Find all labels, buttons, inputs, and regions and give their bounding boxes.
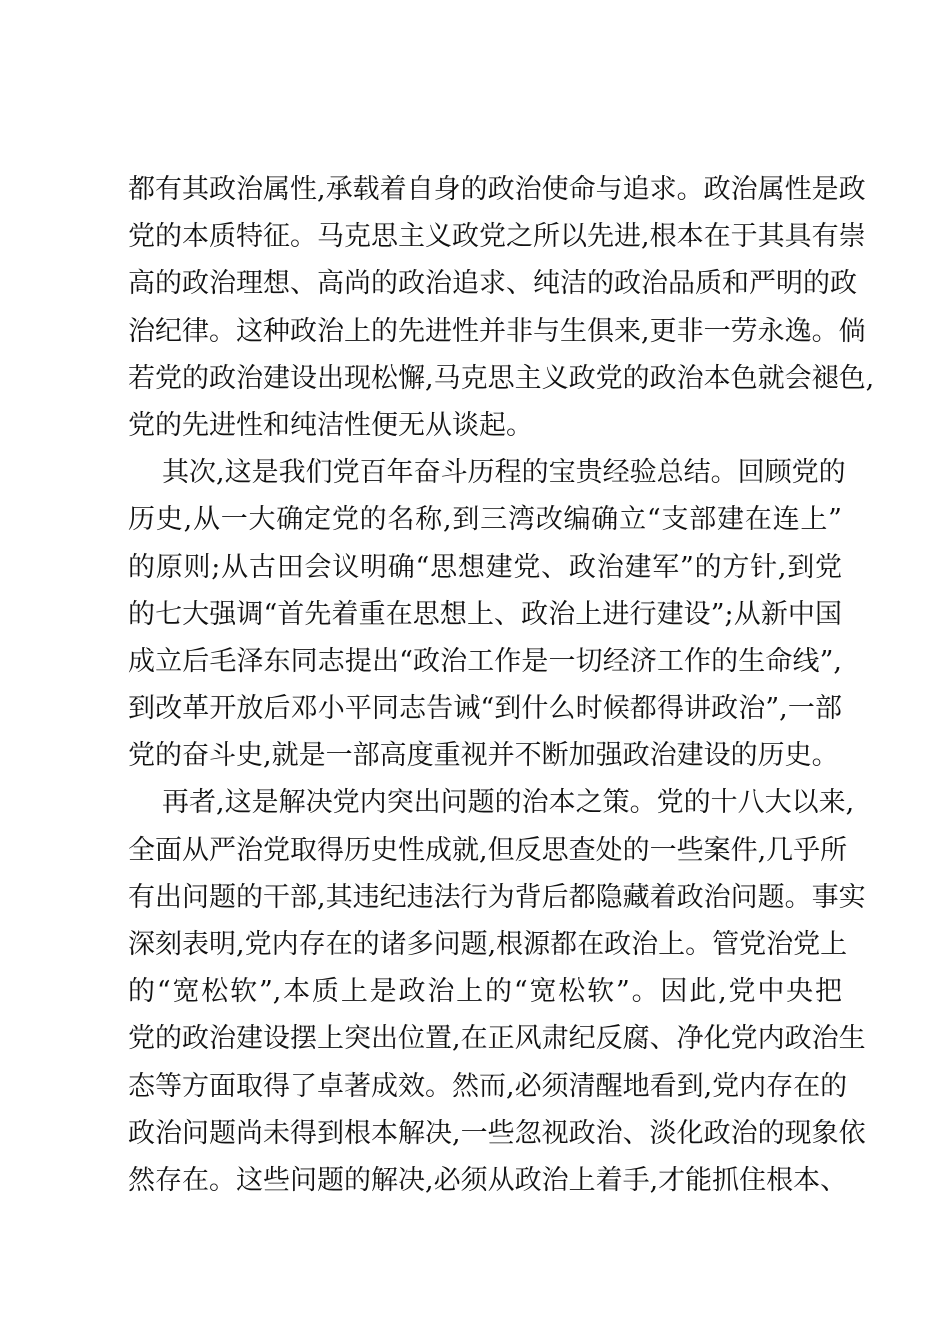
text-line: 若党的政治建设出现松懈,马克思主义政党的政治本色就会褪色,	[128, 362, 875, 394]
text-line: 到改革开放后邓小平同志告诫“到什么时候都得讲政治”,一部	[128, 693, 842, 725]
text-line: 其次,这是我们党百年奋斗历程的宝贵经验总结。回顾党的	[162, 457, 846, 489]
text-line: 然存在。这些问题的解决,必须从政治上着手,才能抓住根本、	[128, 1164, 848, 1196]
text-line: 政治问题尚未得到根本解决,一些忽视政治、淡化政治的现象依	[128, 1117, 866, 1149]
text-line: 党的先进性和纯洁性便无从谈起。	[128, 409, 533, 441]
text-line: 的原则;从古田会议明确“思想建党、政治建军”的方针,到党	[128, 551, 842, 583]
text-line: 态等方面取得了卓著成效。然而,必须清醒地看到,党内存在的	[128, 1070, 848, 1102]
text-line: 全面从严治党取得历史性成就,但反思查处的一些案件,几乎所	[128, 834, 848, 866]
text-line: 再者,这是解决党内突出问题的治本之策。党的十八大以来,	[162, 787, 855, 819]
paragraph-continuation	[128, 166, 875, 449]
paragraph-problems	[128, 779, 866, 1204]
text-line: 高的政治理想、高尚的政治追求、纯洁的政治品质和严明的政	[128, 268, 857, 300]
text-line: 都有其政治属性,承载着自身的政治使命与追求。政治属性是政	[128, 174, 866, 205]
text-line: 党的政治建设摆上突出位置,在正风肃纪反腐、净化党内政治生	[128, 1023, 866, 1055]
text-line: 的七大强调“首先着重在思想上、政治上进行建设”;从新中国	[128, 598, 842, 630]
text-line: 成立后毛泽东同志提出“政治工作是一切经济工作的生命线”,	[128, 645, 842, 677]
document-page	[128, 166, 875, 1204]
text-line: 历史,从一大确定党的名称,到三湾改编确立“支部建在连上”	[128, 504, 842, 536]
text-line: 党的奋斗史,就是一部高度重视并不断加强政治建设的历史。	[128, 740, 839, 772]
text-line: 深刻表明,党内存在的诸多问题,根源都在政治上。管党治党上	[128, 929, 848, 960]
paragraph-history	[128, 449, 846, 779]
text-line: 党的本质特征。马克思主义政党之所以先进,根本在于其具有崇	[128, 221, 866, 253]
text-line: 的“宽松软”,本质上是政治上的“宽松软”。因此,党中央把	[128, 976, 842, 1008]
text-line: 有出问题的干部,其违纪违法行为背后都隐藏着政治问题。事实	[128, 881, 866, 913]
text-line: 治纪律。这种政治上的先进性并非与生俱来,更非一劳永逸。倘	[128, 315, 866, 347]
